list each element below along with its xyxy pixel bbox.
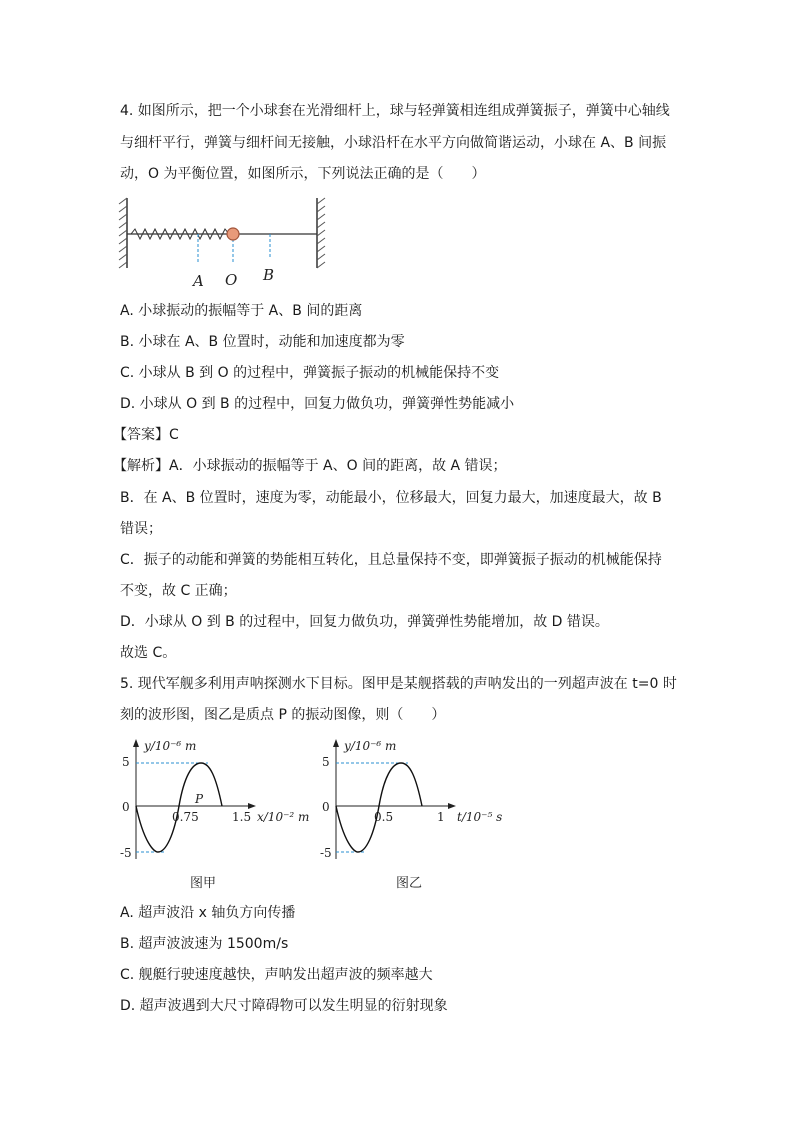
fig2-xtick-0.5: 0.5 (374, 810, 394, 824)
vibration-graph-fig2 (318, 735, 518, 895)
q4-option-c: C. 小球从 B 到 O 的过程中，弹簧振子振动的机械能保持不变 (120, 365, 500, 381)
fig1-xlabel: x/10⁻² m (257, 810, 310, 824)
q4-option-a: A. 小球振动的振幅等于 A、B 间的距离 (120, 303, 363, 319)
fig2-vibration-curve (336, 763, 422, 852)
q4-analysis-line-3: 错误； (120, 521, 162, 537)
label-b: B (263, 266, 275, 284)
q4-analysis-line-2: B．在 A、B 位置时，速度为零，动能最小，位移最大，回复力最大，加速度最大，故 B (120, 490, 662, 506)
fig2-ylabel: y/10⁻⁶ m (344, 739, 397, 753)
q4-stem-line-1: 4. 如图所示，把一个小球套在光滑细杆上，球与轻弹簧相连组成弹簧振子，弹簧中心轴线 (120, 103, 670, 119)
fig2-ytick-neg5: -5 (320, 846, 332, 860)
q4-answer: 【答案】C (113, 427, 179, 443)
label-o: O (225, 271, 238, 289)
wave-graph-fig1 (118, 735, 318, 895)
q5-option-d: D. 超声波遇到大尺寸障碍物可以发生明显的衍射现象 (120, 998, 448, 1014)
fig1-ytick-neg5: -5 (120, 846, 132, 860)
q4-option-b: B. 小球在 A、B 位置时，动能和加速度都为零 (120, 334, 405, 350)
q4-analysis-line-4: C．振子的动能和弹簧的势能相互转化，且总量保持不变，即弹簧振子振动的机械能保持 (120, 552, 662, 568)
fig1-caption: 图甲 (190, 876, 217, 891)
q4-analysis-line-6: D．小球从 O 到 B 的过程中，回复力做负功，弹簧弹性势能增加，故 D 错误。 (120, 614, 609, 630)
fig1-xtick-1.5: 1.5 (232, 810, 252, 824)
fig1-x-arrow (248, 803, 256, 809)
q4-analysis-line-7: 故选 C。 (120, 645, 177, 661)
fig2-ytick-0: 0 (322, 800, 330, 814)
q4-option-d: D. 小球从 O 到 B 的过程中，回复力做负功，弹簧弹性势能减小 (120, 396, 515, 412)
fig1-point-label: P (195, 792, 204, 806)
q4-analysis-line-1: 【解析】A．小球振动的振幅等于 A、O 间的距离，故 A 错误； (113, 458, 507, 474)
fig2-xlabel: t/10⁻⁵ s (457, 810, 503, 824)
fig1-wave-curve (136, 763, 222, 852)
fig2-caption: 图乙 (396, 876, 423, 891)
q5-stem-line-1: 5. 现代军舰多利用声呐探测水下目标。图甲是某舰搭载的声呐发出的一列超声波在 t=0 时 (120, 676, 677, 692)
fig1-ytick-0: 0 (122, 800, 130, 814)
label-a: A (193, 272, 204, 290)
fig2-xtick-1: 1 (437, 810, 445, 824)
fig2-y-arrow (333, 739, 339, 747)
fig2-x-arrow (448, 803, 456, 809)
fig1-ylabel: y/10⁻⁶ m (144, 739, 197, 753)
spring-oscillator-figure (115, 196, 335, 292)
q5-option-b: B. 超声波波速为 1500m/s (120, 936, 289, 952)
fig1-y-arrow (133, 739, 139, 747)
q5-stem-line-2: 刻的波形图，图乙是质点 P 的振动图像，则（ ） (120, 707, 446, 723)
ball (227, 228, 239, 240)
fig1-xtick-0.75: 0.75 (172, 810, 199, 824)
fig2-ytick-5: 5 (322, 755, 330, 769)
q4-stem-line-2: 与细杆平行，弹簧与细杆间无接触，小球沿杆在水平方向做简谐运动，小球在 A、B 间振 (120, 135, 667, 151)
fig1-ytick-5: 5 (122, 755, 130, 769)
q5-option-c: C. 舰艇行驶速度越快，声呐发出超声波的频率越大 (120, 967, 433, 983)
q5-option-a: A. 超声波沿 x 轴负方向传播 (120, 905, 296, 921)
q4-analysis-line-5: 不变，故 C 正确； (120, 583, 237, 599)
q4-stem-line-3: 动，O 为平衡位置，如图所示，下列说法正确的是（ ） (120, 166, 486, 182)
